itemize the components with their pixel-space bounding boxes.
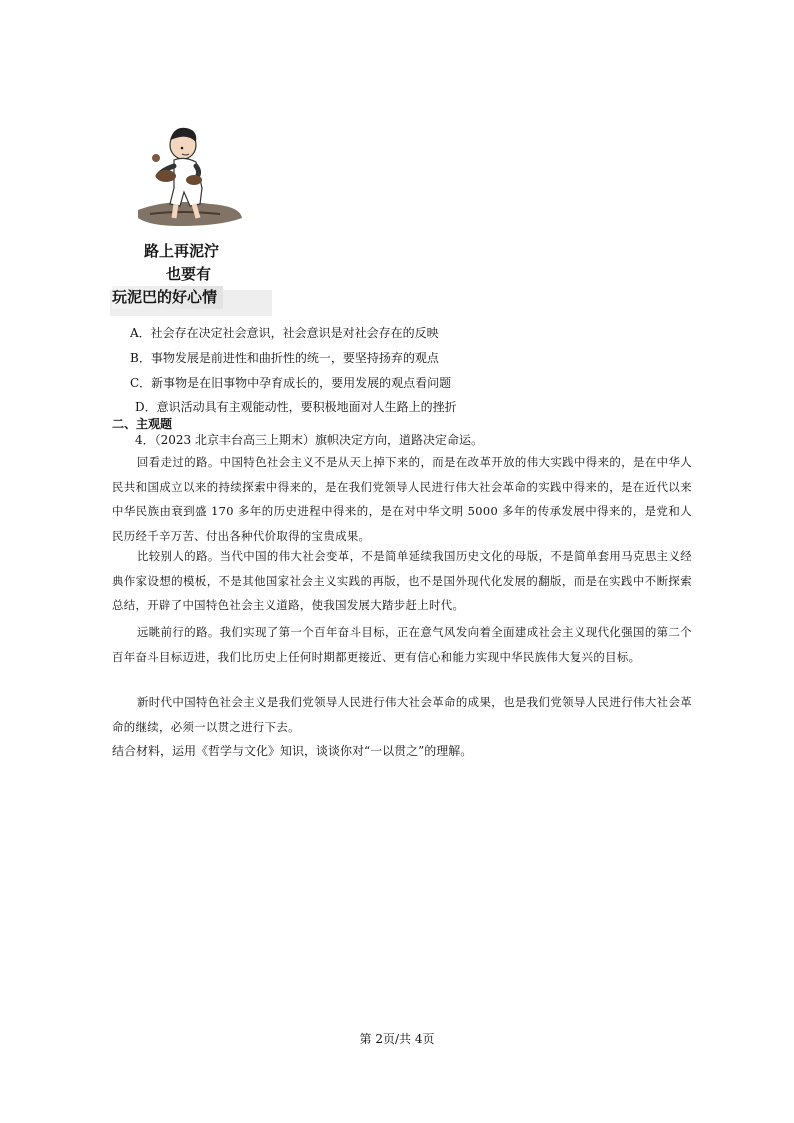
caption-line-2: 也要有 <box>166 265 212 283</box>
section-title: 二、主观题 <box>112 417 173 431</box>
option-a: A．社会存在决定社会意识，社会意识是对社会存在的反映 <box>130 326 439 340</box>
material-paragraph-4: 新时代中国特色社会主义是我们党领导人民进行伟大社会革命的成果，也是我们党领导人民进行伟大社会革命的继续，必须一以贯之进行下去。 <box>112 695 692 734</box>
caption-line-3: 玩泥巴的好心情 <box>112 286 223 309</box>
caption-line-1: 路上再泥泞 <box>144 242 220 260</box>
question-4-stem: 4．（2023 北京丰台高三上期末）旗帜决定方向，道路决定命运。 <box>135 433 483 447</box>
material-paragraph-2: 比较别人的路。当代中国的伟大社会变革，不是简单延续我国历史文化的母版，不是简单套用马克思主义经典作家设想的模板，不是其他国家社会主义实践的再版，也不是国外现代化发展的翻版，而是在实践中不断探索总结，开辟了中国特色社会主义道路，使我国发展大踏步赶上时代。 <box>112 549 692 612</box>
option-c: C．新事物是在旧事物中孕育成长的，要用发展的观点看问题 <box>130 376 452 390</box>
material-paragraph-1: 回看走过的路。中国特色社会主义不是从天上掉下来的，而是在改革开放的伟大实践中得来的，是在中华人民共和国成立以来的持续探索中得来的，是在我们党领导人民进行伟大社会革命的实践中得来的，是在近代以来中华民族由衰到盛 170 多年的历史进程中得来的，是在对中华文明 5000 多年的传承发展中得来的，是党和人民历经千辛万苦、付出各种代价取得的宝贵成果。 <box>112 455 692 543</box>
material-paragraph-3: 远眺前行的路。我们实现了第一个百年奋斗目标，正在意气风发向着全面建成社会主义现代化强国的第二个百年奋斗目标迈进，我们比历史上任何时期都更接近、更有信心和能力实现中华民族伟大复兴的目标。 <box>112 625 692 664</box>
page-footer: 第 2页/共 4页 <box>359 1032 435 1046</box>
question-prompt: 结合材料，运用《哲学与文化》知识，谈谈你对“一以贯之”的理解。 <box>112 744 473 758</box>
illustration-caption <box>112 240 272 309</box>
option-b: B．事物发展是前进性和曲折性的统一，要坚持扬弃的观点 <box>130 351 439 365</box>
option-d: D．意识活动具有主观能动性，要积极地面对人生路上的挫折 <box>135 400 457 414</box>
